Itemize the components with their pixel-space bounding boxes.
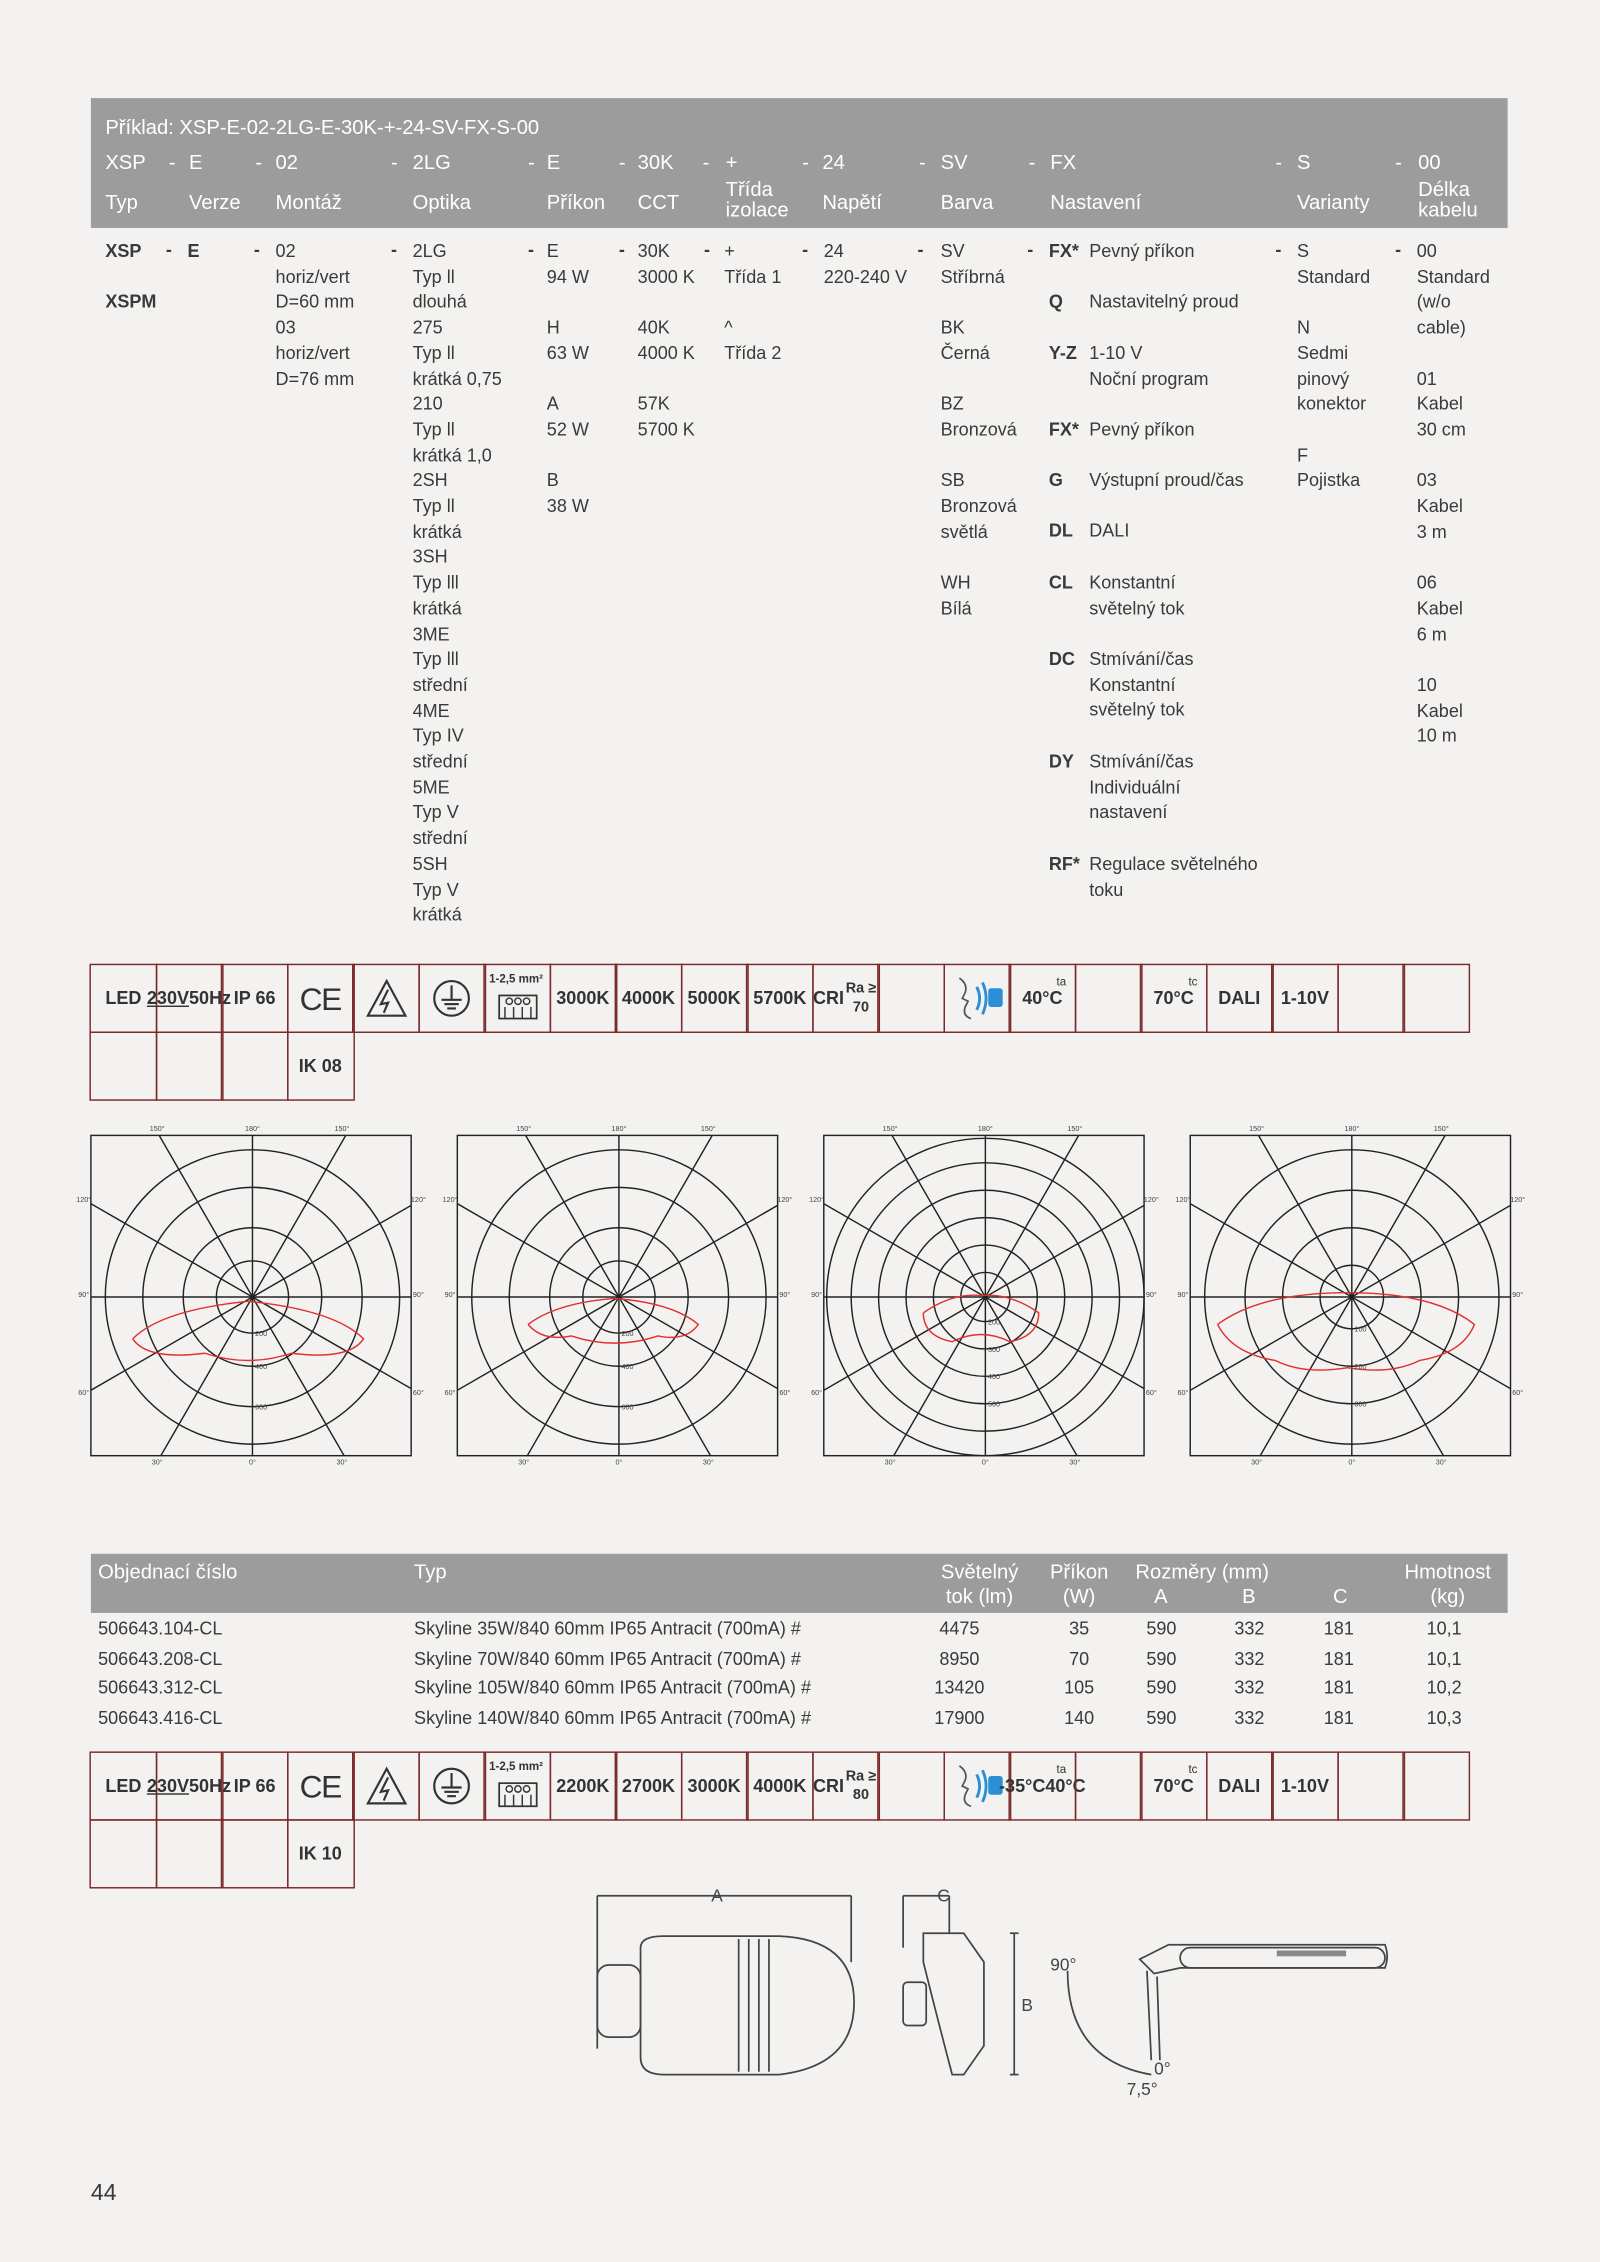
temp-superscript: ta <box>1056 1762 1067 1776</box>
temp-superscript: tc <box>1188 975 1198 989</box>
polar-angle-label: 90° <box>1512 1289 1524 1299</box>
polar-chart-3 <box>808 1122 1159 1471</box>
table-cell: 13420 <box>934 1677 985 1699</box>
cert-cell <box>1402 964 1470 1033</box>
cert-cell <box>1008 964 1076 1033</box>
angle-0-label: 0° <box>1154 2058 1171 2079</box>
polar-ring-label: 300 <box>988 1344 1001 1354</box>
polar-angle-label: 60° <box>78 1388 90 1398</box>
table-cell: 181 <box>1323 1677 1354 1699</box>
polar-angle-label: 90° <box>78 1289 90 1299</box>
table-cell: 17900 <box>934 1707 985 1728</box>
cert-cell <box>746 1751 814 1820</box>
cert-cell <box>1140 964 1208 1033</box>
code-trida: + <box>725 150 738 174</box>
polar-angle-label: 60° <box>1145 1388 1157 1398</box>
table-cell: 590 <box>1146 1648 1177 1669</box>
cert-label: CRI <box>812 1775 845 1796</box>
nastaveni-option: DL DALI <box>1048 520 1130 542</box>
table-cell: 506643.104-CL <box>98 1618 223 1639</box>
polar-angle-label: 150° <box>882 1124 898 1134</box>
code-header: Příklad: XSP-E-02-2LG-E-30K-+-24-SV-FX-S-00 XSP E 02 2LG E 30K + 24 SV FX S 00 - - - - - - - - - - - Typ Verze Montáž Optika Příkon CCT Třída izolace Napětí Barva Nastavení Varianty Délka kabelu <box>91 98 1508 228</box>
cert-cell <box>1205 964 1273 1033</box>
code-barva: SV <box>940 150 968 174</box>
table-cell: Skyline 70W/840 60mm IP65 Antracit (700mA) # <box>414 1648 801 1669</box>
ground-icon <box>418 964 486 1033</box>
cert-label: 230V <box>146 1775 190 1796</box>
cert-cell <box>1074 964 1142 1033</box>
cert-cell <box>1205 1751 1273 1820</box>
cert-cell <box>155 1032 223 1101</box>
polar-angle-label: 150° <box>1067 1124 1083 1134</box>
cert-cell <box>1140 1751 1208 1820</box>
table-row <box>0 1678 1600 1707</box>
polar-angle-label: 0° <box>249 1457 256 1467</box>
options-barva: SV Stříbrná BK Černá BZ Bronzová SB Bronzová světlá WH Bílá <box>940 240 1017 619</box>
caption-nastaveni: Nastavení <box>1050 190 1142 214</box>
caption-varianty: Varianty <box>1296 190 1370 214</box>
dim-a-label: A <box>711 1885 723 1906</box>
table-cell: 35 <box>1069 1618 1090 1639</box>
polar-angle-label: 150° <box>149 1124 165 1134</box>
table-cell: 10,1 <box>1426 1648 1462 1669</box>
dim-c-label: C <box>937 1885 950 1906</box>
table-cell: 590 <box>1146 1618 1177 1639</box>
polar-chart-2 <box>441 1122 793 1471</box>
table-cell: 332 <box>1234 1618 1265 1639</box>
cert-cell <box>221 964 289 1033</box>
cert-label: DALI <box>1218 1775 1261 1796</box>
polar-angle-label: 90° <box>412 1289 424 1299</box>
high-voltage-icon <box>352 1751 420 1820</box>
polar-ring-label: 300 <box>1354 1399 1367 1409</box>
options-napeti: 24 220-240 V <box>823 240 908 287</box>
certification-row-1 <box>89 964 1467 1033</box>
caption-prikon: Příkon <box>546 190 606 214</box>
cert-cell <box>680 964 748 1033</box>
polar-angle-label: 60° <box>444 1388 456 1398</box>
table-cell: 332 <box>1234 1707 1265 1728</box>
polar-ring-label: 200 <box>1354 1362 1367 1372</box>
cert-cell <box>1074 1751 1142 1820</box>
polar-angle-label: 120° <box>1143 1194 1159 1204</box>
cert-cell: IK 08 <box>286 1032 354 1101</box>
cert-cell <box>615 964 683 1033</box>
polar-angle-label: 30° <box>1069 1457 1081 1467</box>
code-montaz: 02 <box>275 150 299 174</box>
table-cell: 140 <box>1064 1707 1095 1728</box>
nastaveni-option: DY Stmívání/čas Individuální nastavení <box>1048 751 1194 823</box>
cert-cell <box>549 964 617 1033</box>
polar-angle-label: 60° <box>1512 1388 1524 1398</box>
polar-angle-label: 150° <box>516 1124 532 1134</box>
table-cell: Skyline 35W/840 60mm IP65 Antracit (700mA) # <box>414 1618 801 1639</box>
code-verze: E <box>188 150 203 174</box>
table-cell: 10,3 <box>1426 1707 1462 1728</box>
polar-angle-label: 30° <box>884 1457 896 1467</box>
angle-7-5-label: 7,5° <box>1126 2078 1158 2099</box>
code-typ: XSP <box>105 150 146 174</box>
options-delka: 00 Standard (w/o cable) 01 Kabel 30 cm 03 Kabel 3 m 06 Kabel 6 m 10 Kabel 10 m <box>1416 240 1490 747</box>
polar-angle-label: 180° <box>611 1124 627 1134</box>
polar-angle-label: 0° <box>1348 1457 1356 1467</box>
polar-angle-label: 150° <box>334 1124 350 1134</box>
polar-angle-label: 60° <box>779 1388 791 1398</box>
code-delka: 00 <box>1418 150 1441 174</box>
cert-label: CRI <box>812 987 845 1008</box>
hdr-power: Příkon (W) <box>1049 1559 1109 1608</box>
polar-angle-label: 120° <box>1510 1194 1526 1204</box>
cert-label: 3000K <box>687 1775 741 1796</box>
cert-cell <box>89 1032 157 1101</box>
table-cell: 10,2 <box>1426 1677 1462 1699</box>
cert-label: 40°C <box>1045 1775 1086 1796</box>
cert-cell <box>1337 964 1405 1033</box>
polar-ring-label: 200 <box>621 1328 634 1338</box>
cert-cell <box>1271 1751 1339 1820</box>
cert-cell <box>221 1819 289 1888</box>
cert-cell <box>146 964 232 1033</box>
certification-row-2b <box>89 1819 352 1888</box>
high-voltage-icon <box>352 964 420 1033</box>
cert-label: 50Hz <box>189 1775 232 1796</box>
angle-90-label: 90° <box>1050 1954 1077 1975</box>
cert-cell <box>812 964 880 1033</box>
polar-ring-label: 400 <box>988 1372 1001 1382</box>
polar-ring-label: 600 <box>255 1402 268 1412</box>
cert-label: 1-10V <box>1280 1775 1329 1796</box>
page-number: 44 <box>90 2181 117 2206</box>
hdr-weight: Hmotnost (kg) <box>1404 1559 1491 1608</box>
table-cell: 181 <box>1323 1648 1354 1669</box>
cert-cell <box>999 1751 1086 1820</box>
order-table-header <box>91 1554 1508 1613</box>
table-cell: 181 <box>1323 1618 1354 1639</box>
cert-cell <box>615 1751 683 1820</box>
hdr-b: B <box>1242 1584 1256 1608</box>
cert-cell <box>549 1751 617 1820</box>
cert-cell: IK 10 <box>286 1819 354 1888</box>
table-row <box>0 1619 1600 1648</box>
nastaveni-option: Y-Z 1-10 V Noční program <box>1048 343 1209 390</box>
polar-angle-label: 60° <box>412 1388 424 1398</box>
polar-angle-label: 90° <box>779 1289 791 1299</box>
options-prikon: E 94 W H 63 W A 52 W B 38 W <box>546 240 589 517</box>
polar-angle-label: 30° <box>336 1457 348 1467</box>
table-cell: Skyline 105W/840 60mm IP65 Antracit (700mA) # <box>414 1677 812 1699</box>
hdr-dimensions: Rozměry (mm) <box>1135 1559 1269 1583</box>
cert-label: IP 66 <box>233 1775 276 1796</box>
nastaveni-option: Q Nastavitelný proud <box>1048 291 1239 312</box>
polar-angle-label: 180° <box>1344 1124 1360 1134</box>
polar-angle-label: 90° <box>1177 1289 1189 1299</box>
cert-cell <box>877 964 945 1033</box>
cert-label: 70°C <box>1153 1775 1194 1796</box>
polar-angle-label: 60° <box>1177 1388 1189 1398</box>
cert-label: -35°C <box>999 1775 1046 1796</box>
cert-label: LED <box>105 987 142 1008</box>
options-optika: 2LG Typ ll dlouhá 275 Typ ll krátká 0,75 210 Typ ll krátká 1,0 2SH Typ ll krátká 3SH Typ lll krátká 3ME Typ lll střední 4ME Typ IV střední 5ME Typ V střední 5SH Typ V krátká <box>412 240 502 926</box>
temp-superscript: ta <box>1056 975 1067 989</box>
hdr-a: A <box>1154 1584 1168 1608</box>
table-row <box>0 1707 1600 1736</box>
cert-cell <box>221 1032 289 1101</box>
polar-angle-label: 30° <box>702 1457 714 1467</box>
polar-ring-label: 200 <box>255 1328 268 1338</box>
code-nastaveni: FX <box>1050 150 1077 174</box>
polar-angle-label: 150° <box>700 1124 716 1134</box>
options-verze: E <box>187 240 200 262</box>
ce-mark: CE <box>299 980 341 1017</box>
cert-label: 50Hz <box>189 987 232 1008</box>
table-row <box>0 1648 1600 1677</box>
polar-angle-label: 30° <box>151 1457 163 1467</box>
cert-cell <box>146 1751 232 1820</box>
table-cell: 332 <box>1234 1648 1265 1669</box>
polar-angle-label: 0° <box>981 1457 989 1467</box>
nastaveni-option: DC Stmívání/čas Konstantní světelný tok <box>1048 649 1194 721</box>
cert-cell <box>1337 1751 1405 1820</box>
cert-cell <box>680 1751 748 1820</box>
table-cell: 506643.312-CL <box>98 1677 223 1699</box>
table-cell: 105 <box>1064 1677 1095 1699</box>
cert-label: 4000K <box>621 987 676 1008</box>
table-cell: Skyline 140W/840 60mm IP65 Antracit (700mA) # <box>414 1707 812 1728</box>
polar-ring-label: 500 <box>988 1399 1001 1409</box>
polar-angle-label: 120° <box>1175 1194 1191 1204</box>
table-cell: 590 <box>1146 1677 1177 1699</box>
polar-angle-label: 30° <box>1435 1457 1447 1467</box>
polar-angle-label: 0° <box>615 1457 623 1467</box>
ce-mark: CE <box>299 1768 341 1805</box>
cert-label: 2700K <box>621 1775 676 1796</box>
ce-mark-icon <box>286 1751 354 1820</box>
cert-label: DALI <box>1218 987 1261 1008</box>
cert-cell <box>155 1819 223 1888</box>
options-cct: 30K 3000 K 40K 4000 K 57K 5700 K <box>637 240 695 440</box>
cert-label: 40°C <box>1022 987 1063 1008</box>
options-trida: + Třída 1 ^ Třída 2 <box>724 240 782 364</box>
polar-ring-label: 200 <box>988 1317 1001 1327</box>
hdr-c: C <box>1333 1584 1348 1608</box>
table-cell: 4475 <box>939 1618 980 1639</box>
cert-cell <box>221 1751 289 1820</box>
cert-label: 3000K <box>556 987 610 1008</box>
nastaveni-option: FX* Pevný příkon <box>1048 419 1195 441</box>
sensor-icon <box>943 964 1011 1033</box>
ce-mark-icon <box>286 964 354 1033</box>
table-cell: 506643.416-CL <box>98 1707 223 1728</box>
polar-angle-label: 90° <box>444 1289 456 1299</box>
caption-delka: Délka kabelu <box>1418 177 1478 221</box>
table-cell: 506643.208-CL <box>98 1648 223 1669</box>
code-cct: 30K <box>637 150 674 174</box>
polar-ring-label: 400 <box>255 1362 268 1372</box>
ground-icon <box>418 1751 486 1820</box>
nastaveni-option: FX* Pevný příkon <box>1048 240 1195 262</box>
cert-label: Ra ≥ 80 <box>845 1768 877 1804</box>
options-varianty: S Standard N Sedmi pinový konektor F Pojistka <box>1296 240 1371 491</box>
polar-ring-label: 100 <box>1354 1324 1367 1334</box>
polar-angle-label: 120° <box>777 1194 793 1204</box>
cert-cell <box>746 964 814 1033</box>
hdr-order-number: Objednací číslo <box>98 1559 238 1583</box>
nastaveni-option: RF* Regulace světelného toku <box>1048 854 1258 900</box>
table-cell: 332 <box>1234 1677 1265 1699</box>
code-optika: 2LG <box>412 150 451 174</box>
certification-row-2 <box>89 1751 1467 1820</box>
nastaveni-option: G Výstupní proud/čas <box>1048 470 1244 491</box>
cert-cell <box>877 1751 945 1820</box>
temp-superscript: tc <box>1188 1762 1198 1776</box>
nastaveni-option: CL Konstantní světelný tok <box>1048 572 1185 619</box>
caption-verze: Verze <box>188 190 241 214</box>
polar-angle-label: 120° <box>809 1194 825 1204</box>
polar-angle-label: 30° <box>1251 1457 1263 1467</box>
table-cell: 10,1 <box>1426 1618 1462 1639</box>
cert-label: Ra ≥ 70 <box>845 981 877 1016</box>
code-prikon: E <box>546 150 561 174</box>
cert-cell <box>89 1819 157 1888</box>
polar-angle-label: 150° <box>1433 1124 1449 1134</box>
cert-label: 5700K <box>753 987 807 1008</box>
hdr-type: Typ <box>414 1559 447 1583</box>
polar-angle-label: 120° <box>410 1194 426 1204</box>
cert-label: 230V <box>146 987 190 1008</box>
polar-angle-label: 120° <box>76 1194 92 1204</box>
table-cell: 181 <box>1323 1707 1354 1728</box>
dim-b-label: B <box>1021 1995 1033 2016</box>
cert-cell <box>1271 964 1339 1033</box>
caption-typ: Typ <box>105 190 138 214</box>
terminal-icon: 1-2,5 mm² <box>483 964 551 1033</box>
polar-angle-label: 180° <box>977 1124 993 1134</box>
polar-angle-label: 150° <box>1249 1124 1265 1134</box>
caption-cct: CCT <box>637 190 680 214</box>
cert-label: 70°C <box>1153 987 1194 1008</box>
caption-optika: Optika <box>412 190 471 214</box>
caption-montaz: Montáž <box>275 190 342 214</box>
polar-angle-label: 180° <box>245 1124 260 1134</box>
polar-angle-label: 90° <box>1145 1289 1157 1299</box>
code-napeti: 24 <box>822 150 845 174</box>
options-typ: XSP XSPM <box>105 240 157 313</box>
polar-ring-label: 600 <box>621 1402 634 1412</box>
polar-chart-1 <box>75 1122 426 1471</box>
polar-chart-4 <box>1174 1122 1526 1471</box>
cert-cell <box>812 1751 880 1820</box>
cert-label: 5000K <box>687 987 741 1008</box>
dimension-drawing <box>577 1876 1414 2107</box>
polar-ring-label: 400 <box>621 1362 634 1372</box>
cert-label: LED <box>105 1775 142 1796</box>
options-montaz: 02 horiz/vert D=60 mm 03 horiz/vert D=76 mm <box>275 240 355 389</box>
example-code: Příklad: XSP-E-02-2LG-E-30K-+-24-SV-FX-S-00 <box>105 115 540 139</box>
table-cell: 8950 <box>939 1648 980 1669</box>
cert-cell <box>1402 1751 1470 1820</box>
table-cell: 590 <box>1146 1707 1177 1728</box>
polar-angle-label: 90° <box>811 1289 823 1299</box>
polar-angle-label: 60° <box>811 1388 823 1398</box>
terminal-icon: 1-2,5 mm² <box>483 1751 551 1820</box>
certification-row-1b <box>89 1032 352 1101</box>
polar-angle-label: 30° <box>518 1457 530 1467</box>
cert-label: 4000K <box>753 1775 807 1796</box>
code-varianty: S <box>1296 150 1311 174</box>
cert-label: 2200K <box>556 1775 610 1796</box>
caption-napeti: Napětí <box>822 190 882 214</box>
cert-label: 1-10V <box>1280 987 1329 1008</box>
table-cell: 70 <box>1069 1648 1090 1669</box>
caption-trida: Třída izolace <box>725 177 789 221</box>
cert-label: IP 66 <box>233 987 276 1008</box>
hdr-flux: Světelný tok (lm) <box>940 1559 1019 1608</box>
caption-barva: Barva <box>940 190 994 214</box>
polar-angle-label: 120° <box>442 1194 458 1204</box>
